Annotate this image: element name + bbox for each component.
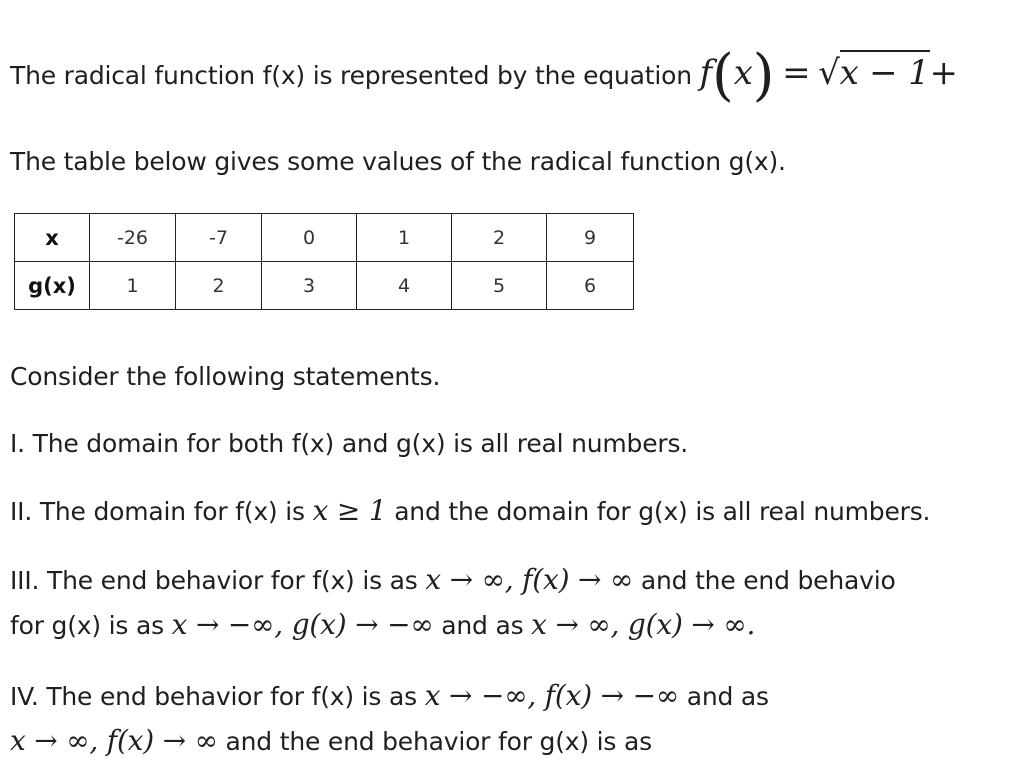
row-header-x: x <box>15 214 90 262</box>
statement-1: I. The domain for both f(x) and g(x) is all real numbers. <box>10 429 689 458</box>
table-cell: 0 <box>262 214 357 262</box>
table-cell: -7 <box>176 214 262 262</box>
table-cell: 2 <box>452 214 547 262</box>
statement-2-pre: II. The domain for f(x) is <box>10 497 305 526</box>
table-cell: 2 <box>176 262 262 310</box>
equation-equals: = <box>782 53 811 93</box>
statement-3-post: and the end behavio <box>640 566 896 595</box>
intro-text: The radical function f(x) is represented by the equation <box>10 61 692 90</box>
statement-3-math-3: x → ∞, g(x) → ∞. <box>531 608 756 641</box>
equation-plus: + <box>929 53 958 93</box>
table-cell: 5 <box>452 262 547 310</box>
table-cell: 9 <box>547 214 634 262</box>
table-cell: 1 <box>357 214 452 262</box>
statement-2-math: x ≥ 1 <box>312 494 387 527</box>
table-row <box>15 214 634 262</box>
equation-f: f <box>699 53 713 93</box>
statement-2-post: and the domain for g(x) is all real numbers. <box>394 497 931 526</box>
statement-3-pre: III. The end behavior for f(x) is as <box>10 566 418 595</box>
statement-3-math-1: x → ∞, f(x) → ∞ <box>425 563 634 596</box>
table-cell: 4 <box>357 262 452 310</box>
statement-3-line-2 <box>10 610 755 641</box>
statement-3-l2-mid: and as <box>441 611 524 640</box>
statement-4-pre: IV. The end behavior for f(x) is as <box>10 682 417 711</box>
statement-4-l2-post: and the end behavior for g(x) is as <box>225 727 652 756</box>
table-cell: -26 <box>90 214 176 262</box>
table-row <box>15 262 634 310</box>
statement-2 <box>10 496 930 527</box>
table-cell: 6 <box>547 262 634 310</box>
table-cell: 1 <box>90 262 176 310</box>
row-header-gx: g(x) <box>15 262 90 310</box>
statement-3-l2-pre: for g(x) is as <box>10 611 164 640</box>
values-table <box>14 213 634 310</box>
sqrt-icon: √ <box>818 53 840 93</box>
table-intro: The table below gives some values of the radical function g(x). <box>10 147 786 176</box>
equation-x: x <box>733 53 753 93</box>
table-cell: 3 <box>262 262 357 310</box>
consider-text: Consider the following statements. <box>10 362 441 391</box>
equation-paren-open: ( <box>712 43 734 108</box>
statement-4-line-2 <box>10 726 652 757</box>
intro-line <box>10 43 958 108</box>
equation-radicand: x − 1 <box>840 50 930 93</box>
statement-3-line-1 <box>10 565 896 596</box>
statement-4-math-2: x → ∞, f(x) → ∞ <box>10 724 218 757</box>
statement-4-line-1 <box>10 681 769 712</box>
statement-4-math-1: x → −∞, f(x) → −∞ <box>424 679 679 712</box>
statement-3-math-2: x → −∞, g(x) → −∞ <box>171 608 434 641</box>
statement-4-post: and as <box>686 682 769 711</box>
equation-paren-close: ) <box>752 43 775 108</box>
